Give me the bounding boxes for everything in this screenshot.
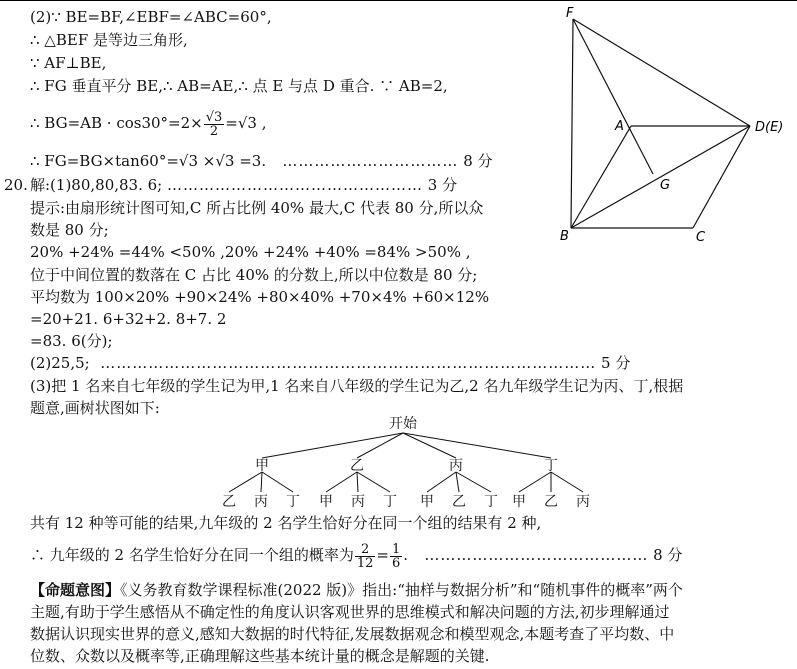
- q20-line1-text: 解:(1)80,80,83. 6;: [30, 176, 163, 194]
- label-F: F: [566, 6, 574, 21]
- q20-line5: 位于中间位置的数落在 C 占比 40% 的分数上,所以中位数是 80 分;: [30, 266, 478, 284]
- q20-number: 20.: [4, 176, 28, 194]
- intent-line1-text: 《义务教育数学课程标准(2022 版)》指出:“抽样与数据分析”和“随机事件的概率”两个: [120, 581, 683, 599]
- p2-line4: ∴ FG 垂直平分 BE,∴ AB=AE,∴ 点 E 与点 D 重合. ∵ AB=2,: [30, 77, 448, 95]
- q20-line2: 提示:由扇形统计图可知,C 所占比例 40% 最大,C 代表 80 分,所以众: [30, 199, 484, 217]
- p2-line5-b: =√3 ,: [225, 114, 267, 132]
- q20-frac1-den: 12: [356, 555, 374, 571]
- tree-l2-2-1: 乙: [452, 494, 466, 510]
- figure-lines: [571, 19, 750, 228]
- intent-tag: 【命题意图】: [30, 581, 121, 599]
- tree-l2-2-0: 甲: [420, 494, 434, 510]
- tree-l2-0-0: 乙: [222, 494, 236, 510]
- geometry-figure: [555, 0, 795, 250]
- q20-frac1-num: 2: [355, 543, 376, 557]
- p2-line5-a: ∴ BG=AB · cos30°=2×: [30, 114, 203, 132]
- label-D: D(E): [755, 120, 784, 135]
- intent-line2: 主题,有助于学生感悟从不确定性的角度认识客观世界的思维模式和解决问题的方法,初步理解通过: [30, 603, 670, 621]
- q20-line13-dots: ……………………………………: [412, 546, 649, 564]
- q20-line13: [30, 539, 682, 571]
- segment-FB: [571, 19, 573, 228]
- p2-line2: ∴ △BEF 是等边三角形,: [30, 31, 188, 49]
- tree-l2-1-1: 丙: [351, 494, 365, 510]
- q20-line1-dots: …………………………………………: [167, 176, 424, 194]
- segment-CD: [693, 126, 750, 228]
- q20-line4: 20% +24% =44% <50% ,20% +24% +40% =84% >50% ,: [30, 243, 471, 261]
- segment-FG: [573, 19, 653, 174]
- intent-line3: 数据认识现实世界的意义,感知大数据的时代特征,发展数据观念和模型观念,本题考查了平均数、中: [30, 625, 675, 643]
- q20-line9-text: (2)25,5;: [30, 354, 90, 372]
- q20-line13-eq: =: [376, 546, 389, 564]
- segment-BA: [571, 126, 631, 228]
- q20-line13-a: ∴ 九年级的 2 名学生恰好分在同一个组的概率为: [30, 546, 354, 564]
- q20-frac2-num: 1: [391, 541, 401, 557]
- q20-line1-score: 3 分: [427, 176, 458, 194]
- q20-frac2-den: 6: [391, 555, 401, 571]
- tree-l2-3-0: 甲: [512, 494, 526, 510]
- q20-line7: =20+21. 6+32+2. 8+7. 2: [30, 310, 227, 328]
- tree-l1-1: 乙: [350, 458, 364, 474]
- tree-l2-2-2: 丁: [484, 494, 498, 510]
- q20-line12: 共有 12 种等可能的结果,九年级的 2 名学生恰好分在同一个组的结果有 2 种,: [30, 514, 542, 532]
- tree-l2-3-2: 丙: [576, 494, 590, 510]
- segment-BD: [571, 126, 750, 228]
- tree-l1-0: 甲: [255, 458, 269, 474]
- label-A: A: [615, 119, 624, 134]
- q20-line3: 数是 80 分;: [30, 221, 109, 239]
- tree-l2-0-1: 丙: [254, 494, 268, 510]
- p2-line5-den: 2: [209, 123, 219, 139]
- tree-l2-1-0: 甲: [319, 494, 333, 510]
- label-C: C: [696, 230, 706, 245]
- tree-root: 开始: [389, 416, 417, 432]
- segment-FD: [573, 19, 750, 126]
- tree-l2-1-2: 丁: [383, 494, 397, 510]
- q20-line9-score: 5 分: [601, 354, 631, 372]
- label-G: G: [660, 178, 671, 193]
- p2-line1: (2)∵ BE=BF,∠EBF=∠ABC=60°,: [30, 8, 272, 26]
- q20-line10: (3)把 1 名来自七年级的学生记为甲,1 名来自八年级的学生记为乙,2 名九年级学生记为丙、丁,根据: [30, 377, 684, 395]
- p2-line3: ∵ AF⊥BE,: [30, 54, 107, 72]
- p2-line6-score: 8 分: [463, 152, 493, 170]
- q20-line13-b: .: [403, 546, 409, 564]
- tree-l1-2: 丙: [449, 458, 463, 474]
- p2-line5-num: √3: [205, 109, 223, 125]
- tree-l2-0-2: 丁: [286, 494, 300, 510]
- q20-fraction2: [390, 543, 402, 570]
- tree-l2-3-1: 乙: [544, 494, 558, 510]
- q20-line11: 题意,画树状图如下:: [30, 399, 160, 417]
- q20-line9-dots: …………………………………………………………………………………: [94, 354, 597, 372]
- intent-line4: 位数、众数以及概率等,正确理解这些基本统计量的概念是解题的关键.: [30, 647, 490, 665]
- p2-line6-dots: ……………………………: [270, 152, 459, 170]
- tree-branches: [229, 433, 583, 492]
- q20-line6: 平均数为 100×20% +90×24% +80×40% +70×4% +60×12%: [30, 288, 490, 306]
- q20-line8: =83. 6(分);: [30, 332, 113, 350]
- tree-l1-3: 丁: [544, 458, 558, 474]
- q20-line13-score: 8 分: [653, 546, 683, 564]
- q20-fraction1: [355, 543, 376, 570]
- label-B: B: [560, 229, 569, 244]
- p2-line6-a: ∴ FG=BG×tan60°=√3 ×√3 =3.: [30, 152, 267, 170]
- intent-line1: [30, 581, 683, 599]
